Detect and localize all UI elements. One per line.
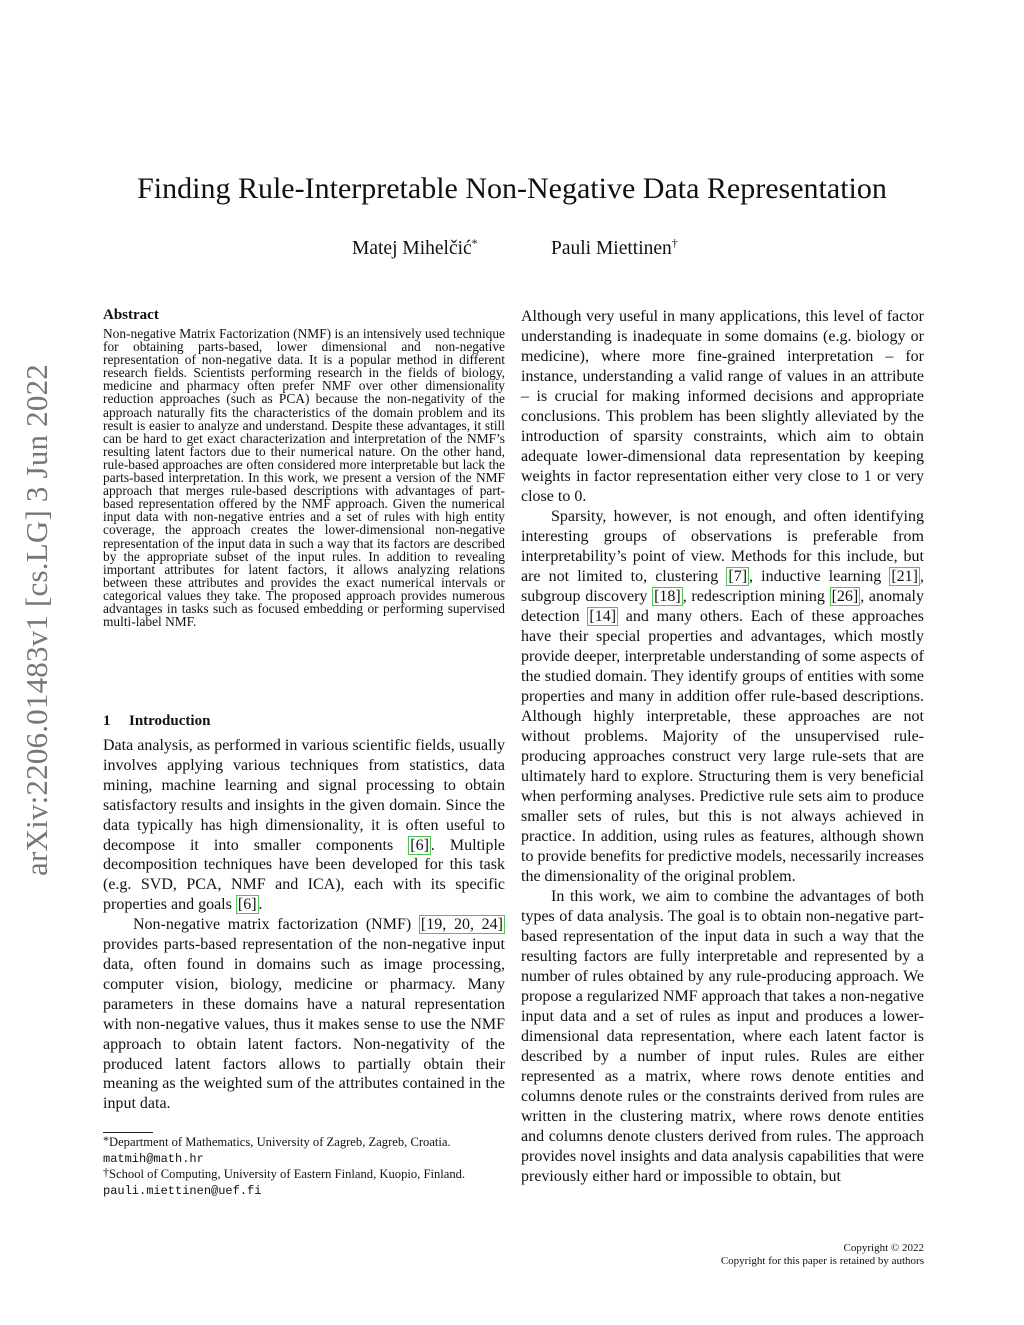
citation-link[interactable]: [21] xyxy=(891,568,918,585)
arxiv-sidebar-stamp xyxy=(2,280,72,960)
intro-paragraph-2: Non-negative matrix factorization (NMF) [19, 20, 24] provides parts-based representation of the non-negative input data, often found in domains such as image processing, computer vision, biology, medicine or pharmacy. Many parameters in these domains have a natural representation with non-negative values, thus it makes sense to use the NMF approach to obtain latent factors. Non-negativity of the produced latent factors allows to partially obtain their meaning as the weighted sum of the attributes contained in the input data. xyxy=(103,916,505,1113)
copyright-line-2: Copyright for this paper is retained by authors xyxy=(720,1255,924,1267)
citation-link[interactable]: [26] xyxy=(831,588,859,605)
citation-link[interactable]: [14] xyxy=(589,608,617,625)
right-paragraph-1: Although very useful in many applications, this level of factor understanding is inadequate in some domains (e.g. biology or medicine), where more fine-grained interpretation – for instance, understanding a valid range of values in an attribute – is crucial for making informed decisions and appropriate conclusions. This problem has been slightly alleviated by the introduction of sparsity constraints, which aim to obtain adequate lower-dimensional data representation by keeping weights in factor representation either very close to 1 or very close to 0. xyxy=(521,308,924,505)
author-1 xyxy=(352,238,478,260)
right-paragraph-3: In this work, we aim to combine the advantages of both types of data analysis. The goal is to obtain non-negative part-based representation of the input data in such a way that the resulting factors are fully interpretable and represented by a number of rules obtained by any rule-producing approach. We propose a regularized NMF approach that takes a non-negative input data and a set of rules as input and produces a lower-dimensional data representation, where each latent factor is described by a number of input rules. Rules are either represented as a matrix, where rows denote entities and columns denote rules or the constraints derived from rules are written in the clustering matrix, where rows denote entities and columns denote clusters derived from rules. The approach provides novel insights and data analysis capabilities that were previously either hard or impossible to obtain, but xyxy=(521,888,924,1185)
section-title: Introduction xyxy=(129,713,211,729)
right-paragraph-2: Sparsity, however, is not enough, and often identifying interesting groups of observations is preferable from interpretability’s point of view. Methods for this include, but are not limited to, clustering [7] , inductive learning [21] , subgroup discovery [18] , redescription mining [26] , anomaly detection [14] and many others. Each of these approaches have their special properties and advantages, which mostly provide deeper, interpretable understanding of some aspects of the studied domain. They identify groups of entities with some properties and many in addition offer rule-based descriptions. Although highly interpretable, these approaches are not without problems. Majority of the unsupervised rule-producing approaches construct very large rule-sets that are ultimately hard to explore. Structuring them is very beneficial when performing analyses. Predictive rule sets aim to produce smaller sets of rules, but this is not always achieved in practice. In addition, using rules as features, although shown to provide benefits for predictive models, necessarily increases the dimensionality of the original problem. xyxy=(521,508,925,885)
copyright-line-1: Copyright © 2022 xyxy=(843,1242,924,1254)
section-heading-introduction xyxy=(103,713,210,730)
footnote-1 xyxy=(103,1135,505,1167)
author-2 xyxy=(551,238,678,260)
footnote-2-text: School of Computing, University of Eastern Finland, Kuopio, Finland. xyxy=(109,1167,466,1181)
author-2-mark: † xyxy=(671,236,678,250)
footnote-1-email[interactable]: matmih@math.hr xyxy=(103,1151,204,1166)
abstract-text: Non-negative Matrix Factorization (NMF) is an intensively used technique for obtaining parts-based, lower dimensional and non-negative representation of non-negative data. It is a popular method in different research fields. Scientists performing research in the fields of biology, medicine and pharmacy often prefer NMF over other dimensionality reduction approaches (such as PCA) because the non-negativity of the approach naturally fits the characteristics of the domain problem and its result is easier to analyze and understand. Despite these advantages, it still can be hard to get exact characterization and interpretation of the NMF’s resulting latent factors due to their numerical nature. On the other hand, rule-based approaches are often considered more interpretable but lack the parts-based interpretation. In this work, we present a version of the NMF approach that merges rule-based descriptions with advantages of part-based representation offered by the NMF approach. Given the numerical input data with non-negative entries and a set of rules with high entity coverage, the approach creates the lower-dimensional non-negative representation of the input data in such a way that its factors are described by the appropriate subset of the input rules. In addition to revealing important attributes for latent factors, it allows analyzing relations between these attributes and provides the exact numerical intervals or categorical values they take. The proposed approach provides numerous advantages in tasks such as focused embedding or performing supervised multi-label NMF. xyxy=(103,326,505,630)
citation-link[interactable]: [7] xyxy=(728,568,748,585)
right-column-body xyxy=(521,307,924,1187)
citation-link[interactable]: [19, 20, 24] xyxy=(420,916,503,934)
citation-link[interactable]: [18] xyxy=(654,588,681,605)
arxiv-id: arXiv:2206.01483v1 [cs.LG] 3 Jun 2022 xyxy=(19,364,54,876)
author-1-name: Matej Mihelčić xyxy=(352,238,472,259)
author-1-mark: * xyxy=(471,236,478,250)
footnote-2-mark: † xyxy=(103,1165,109,1179)
footnote-2-email[interactable]: pauli.miettinen@uef.fi xyxy=(103,1183,262,1198)
abstract-heading: Abstract xyxy=(103,307,159,323)
author-2-name: Pauli Miettinen xyxy=(551,238,672,259)
section-number: 1 xyxy=(103,713,111,729)
footnote-1-mark: * xyxy=(103,1133,109,1147)
paper-title: Finding Rule-Interpretable Non-Negative Data Representation xyxy=(137,172,887,205)
footnote-1-text: Department of Mathematics, University of Zagreb, Zagreb, Croatia. xyxy=(109,1135,451,1149)
citation-link[interactable]: [6] xyxy=(410,836,429,854)
introduction-body xyxy=(103,736,505,1114)
footnote-2 xyxy=(103,1167,505,1199)
citation-link[interactable]: [6] xyxy=(237,896,257,914)
footnote-divider xyxy=(103,1132,153,1133)
copyright-notice xyxy=(721,1242,924,1268)
intro-paragraph-1: Data analysis, as performed in various scientific fields, usually involves applying various techniques from statistics, data mining, machine learning and signal processing to obtain satisfactory results and insights in the given domain. Since the data typically has high dimensionality, it is often useful to decompose it into smaller components [6] . Multiple decomposition techniques have been developed for this task (e.g. SVD, PCA, NMF and ICA), each with its specific properties and goals [6] . xyxy=(103,737,506,914)
